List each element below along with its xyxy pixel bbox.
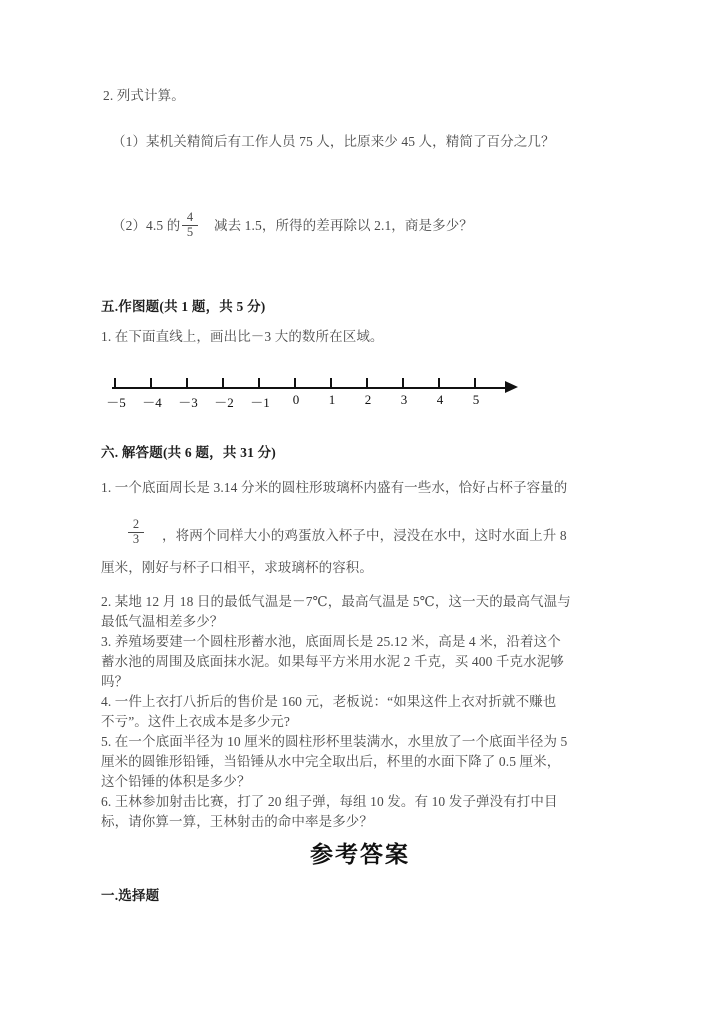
question-4-1: （1）某机关精简后有工作人员 75 人，比原来少 45 人，精简了百分之几？ [112, 134, 555, 149]
question-4-2-suffix: 减去 1.5，所得的差再除以 2.1，商是多少？ [214, 218, 473, 233]
number-line-axis [112, 387, 508, 389]
number-line-label: 2 [364, 392, 372, 407]
number-line-label: －4 [142, 395, 162, 410]
section-five-heading: 五.作图题(共 1 题，共 5 分) [101, 299, 266, 314]
number-line-tick [366, 378, 368, 388]
question-5-1: 1. 在下面直线上，画出比－3 大的数所在区域。 [101, 329, 384, 344]
fraction-denominator: 5 [182, 225, 198, 240]
number-line-tick [150, 378, 152, 388]
question-line: 2. 某地 12 月 18 日的最低气温是－7℃，最高气温是 5℃，这一天的最高气温与 [101, 594, 571, 609]
fraction-denominator: 3 [128, 532, 144, 547]
number-line-tick [330, 378, 332, 388]
reference-answers-title: 参考答案 [310, 842, 410, 867]
question-line: 5. 在一个底面半径为 10 厘米的圆柱形杯里装满水，水里放了一个底面半径为 5 [101, 734, 568, 749]
question-line: 蓄水池的周围及底面抹水泥。如果每平方米用水泥 2 千克，买 400 千克水泥够 [101, 654, 564, 669]
number-line-tick [474, 378, 476, 388]
question-line: 吗？ [101, 674, 129, 689]
number-line-label: －2 [214, 395, 234, 410]
number-line-tick [222, 378, 224, 388]
number-line-tick [402, 378, 404, 388]
number-line-diagram [106, 378, 522, 414]
fraction-numerator: 2 [132, 517, 140, 531]
fraction-two-thirds [128, 518, 144, 547]
fraction-four-fifths [182, 211, 198, 240]
question-line: 这个铅锤的体积是多少？ [101, 774, 251, 789]
section-six-heading: 六. 解答题(共 6 题，共 31 分) [101, 445, 276, 460]
question-line: 标，请你算一算，王林射击的命中率是多少？ [101, 814, 373, 829]
question-4-2-prefix: （2）4.5 的 [112, 218, 181, 233]
number-line-tick [438, 378, 440, 388]
number-line-tick [114, 378, 116, 388]
question-6-2 [101, 592, 571, 632]
question-6-4 [101, 692, 556, 732]
number-line-label: 4 [436, 392, 444, 407]
number-line-label: －3 [178, 395, 198, 410]
question-line: 厘米的圆锥形铅锤，当铅锤从水中完全取出后，杯里的水面下降了 0.5 厘米， [101, 754, 561, 769]
number-line-label: 0 [292, 392, 300, 407]
question-line: 6. 王林参加射击比赛，打了 20 组子弹，每组 10 发。有 10 发子弹没有打中目 [101, 794, 558, 809]
fraction-numerator: 4 [186, 210, 194, 224]
question-line: 3. 养殖场要建一个圆柱形蓄水池，底面周长是 25.12 米，高是 4 米，沿着这个 [101, 634, 561, 649]
question-6-3 [101, 632, 564, 692]
number-line-label: －1 [250, 395, 270, 410]
number-line-arrow-head [505, 381, 518, 393]
number-line-tick [258, 378, 260, 388]
question-6-6 [101, 792, 558, 832]
number-line-tick [294, 378, 296, 388]
number-line-tick [186, 378, 188, 388]
question-6-1-line3: 厘米，刚好与杯子口相平，求玻璃杯的容积。 [101, 560, 373, 575]
question-line: 最低气温相差多少？ [101, 614, 224, 629]
answers-section-one-heading: 一.选择题 [101, 888, 160, 903]
question-6-1-line1: 1. 一个底面周长是 3.14 分米的圆柱形玻璃杯内盛有一些水，恰好占杯子容量的 [101, 480, 568, 495]
number-line-label: 3 [400, 392, 408, 407]
question-6-1-line2: ，将两个同样大小的鸡蛋放入杯子中，浸没在水中，这时水面上升 8 [162, 528, 567, 543]
question-line: 4. 一件上衣打八折后的售价是 160 元，老板说：“如果这件上衣对折就不赚也 [101, 694, 557, 709]
number-line-label: 1 [328, 392, 336, 407]
question-line: 不亏”。这件上衣成本是多少元? [101, 714, 290, 729]
list-calculation-prompt: 2. 列式计算。 [103, 88, 185, 103]
number-line-label: 5 [472, 392, 480, 407]
question-6-5 [101, 732, 567, 792]
number-line-label: －5 [106, 395, 126, 410]
